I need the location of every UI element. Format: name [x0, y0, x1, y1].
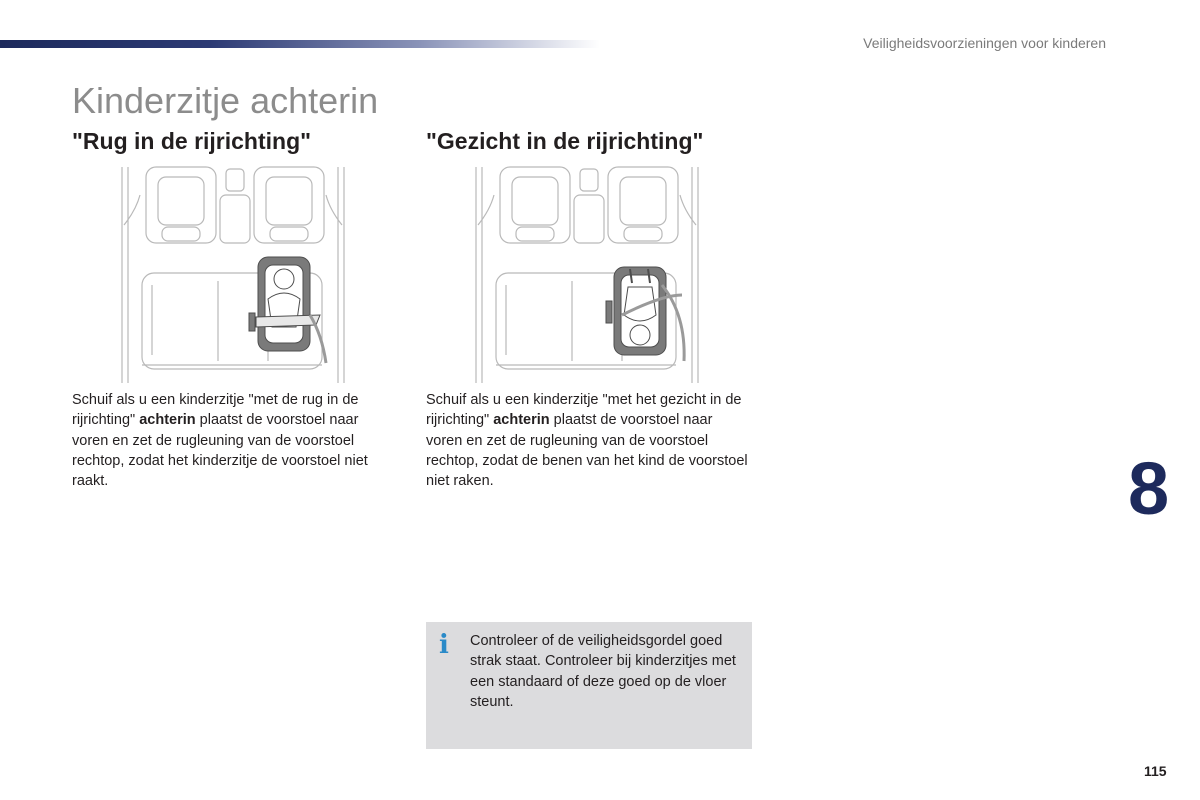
chapter-number: 8: [1128, 447, 1170, 530]
info-note-box: [426, 622, 752, 749]
section-title-rear-facing: "Rug in de rijrichting": [72, 128, 312, 154]
rear-facing-seat-illustration: [118, 165, 348, 385]
forward-facing-text-start: Schuif als u een kinderzitje "met het gezicht in de rijrichting": [426, 392, 742, 429]
forward-facing-instructions: [426, 390, 751, 491]
page-number: 115: [1144, 763, 1167, 779]
section-title-forward-facing: "Gezicht in de rijrichting": [426, 128, 704, 154]
page-title: Kinderzitje achterin: [72, 80, 379, 121]
chapter-header: Veiligheidsvoorzieningen voor kinderen: [863, 35, 1106, 51]
rear-facing-emphasis: achterin: [139, 412, 196, 429]
rear-facing-text-start: Schuif als u een kinderzitje "met de rug in de rijrichting": [72, 392, 359, 429]
forward-facing-seat-illustration: [472, 165, 702, 385]
forward-facing-text-end: plaatst de voorstoel naar voren en zet de rugleuning van de voorstoel rechtop, zodat de benen van het kind de voorstoel niet raken.: [426, 412, 748, 490]
info-icon: i: [439, 630, 449, 660]
info-note-text: Controleer of de veiligheidsgordel goed strak staat. Controleer bij kinderzitjes met een standaard of deze goed op de vloer steunt.: [470, 633, 736, 710]
forward-facing-emphasis: achterin: [493, 412, 550, 429]
rear-facing-instructions: [72, 390, 397, 491]
header-gradient-bar: [0, 40, 600, 48]
rear-facing-text-end: plaatst de voorstoel naar voren en zet de rugleuning van de voorstoel rechtop, zodat het kinderzitje de voorstoel niet raakt.: [72, 412, 368, 490]
